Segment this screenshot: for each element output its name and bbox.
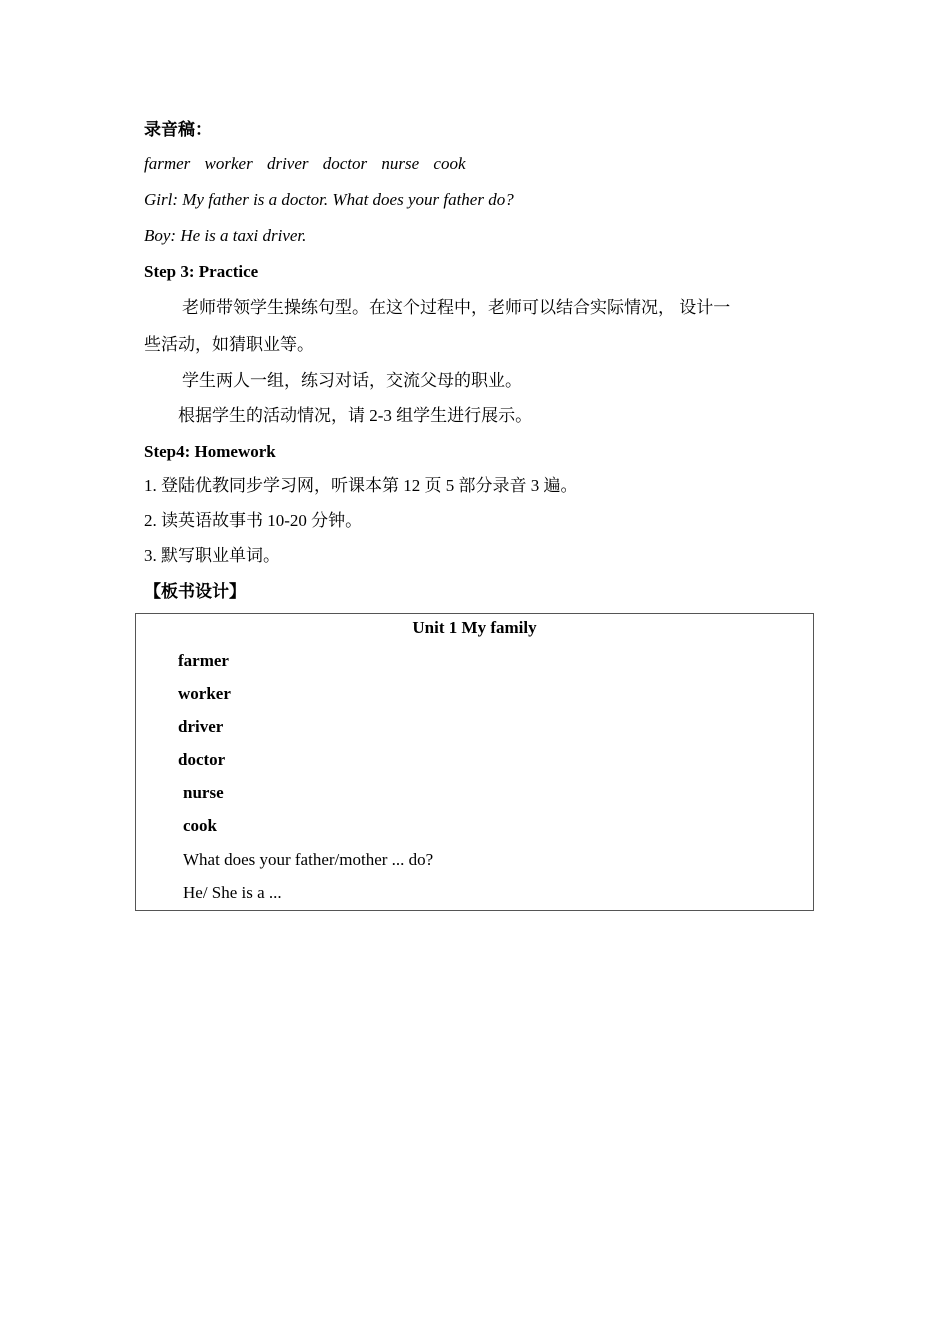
transcript-word: driver: [266, 154, 309, 173]
board-answer: He/ She is a ...: [183, 883, 282, 902]
transcript-word-list: [144, 153, 476, 175]
step3-paragraph-line: 些活动，如猜职业等。: [144, 335, 314, 354]
board-word: worker: [178, 684, 231, 703]
step3-paragraph: 学生两人一组，练习对话，交流父母的职业。: [182, 371, 522, 390]
board-word: doctor: [178, 750, 226, 769]
homework-item: 3. 默写职业单词。: [144, 546, 280, 565]
transcript-girl-line: Girl: My father is a doctor. What does your father do?: [144, 190, 514, 209]
board-word: farmer: [178, 651, 229, 670]
board-design-heading: 【板书设计】: [144, 582, 246, 601]
transcript-word: doctor: [322, 154, 368, 173]
step3-paragraph-line: 老师带领学生操练句型。在这个过程中，老师可以结合实际情况， 设计一: [182, 298, 731, 317]
transcript-word: nurse: [381, 154, 420, 173]
transcript-heading: 录音稿：: [144, 120, 212, 139]
board-question: What does your father/mother ... do?: [183, 850, 434, 869]
board-word: driver: [178, 717, 224, 736]
transcript-word: farmer: [144, 154, 191, 173]
transcript-boy-line: Boy: He is a taxi driver.: [144, 226, 307, 245]
transcript-word: cook: [433, 154, 466, 173]
board-design-box: [135, 613, 814, 911]
board-word: nurse: [183, 783, 224, 802]
homework-item: 2. 读英语故事书 10-20 分钟。: [144, 511, 363, 530]
step4-heading: Step4: Homework: [144, 442, 276, 461]
transcript-word: worker: [204, 154, 253, 173]
homework-item: 1. 登陆优教同步学习网，听课本第 12 页 5 部分录音 3 遍。: [144, 476, 578, 495]
step3-heading: Step 3: Practice: [144, 262, 259, 281]
board-word: cook: [183, 816, 217, 835]
step3-paragraph: 根据学生的活动情况，请 2-3 组学生进行展示。: [178, 406, 533, 425]
board-title: Unit 1 My family: [412, 618, 537, 637]
